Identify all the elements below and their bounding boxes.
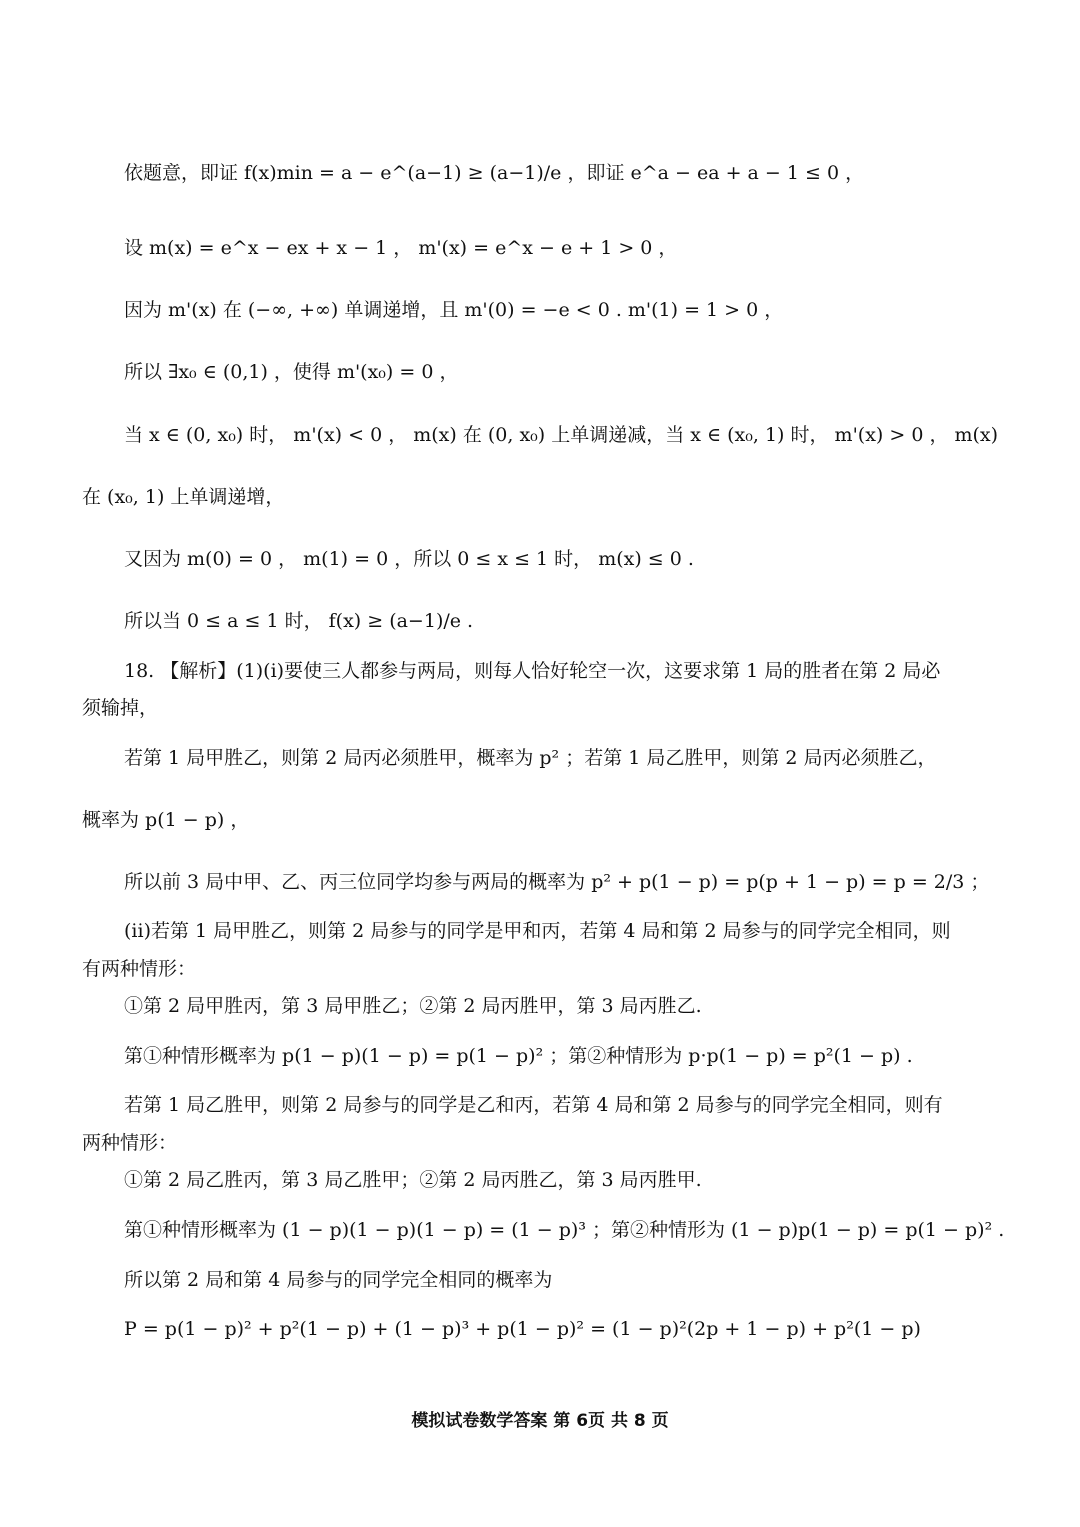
- text-line: (ii)若第 1 局甲胜乙，则第 2 局参与的同学是甲和丙，若第 4 局和第 2 局参与的同学完全相同，则: [124, 920, 951, 942]
- text-line: 所以当 0 ≤ a ≤ 1 时， f(x) ≥ (a−1)/e .: [124, 610, 474, 632]
- text-line: 设 m(x) = e^x − ex + x − 1 ， m'(x) = e^x − e + 1 > 0 ，: [124, 237, 678, 259]
- text-line: 依题意，即证 f(x)min = a − e^(a−1) ≥ (a−1)/e ，即证 e^a − ea + a − 1 ≤ 0 ，: [124, 162, 865, 184]
- text-line: 因为 m'(x) 在 (−∞, +∞) 单调递增，且 m'(0) = −e < 0 . m'(1) = 1 > 0 ，: [124, 299, 784, 321]
- text-line: ①第 2 局甲胜丙，第 3 局甲胜乙；②第 2 局丙胜甲，第 3 局丙胜乙.: [124, 995, 702, 1017]
- text-line: 第①种情形概率为 (1 − p)(1 − p)(1 − p) = (1 − p)³ ；第②种情形为 (1 − p)p(1 − p) = p(1 − p)² .: [124, 1219, 1005, 1241]
- text-line: 概率为 p(1 − p) ，: [82, 809, 250, 831]
- text-line: 两种情形：: [82, 1132, 178, 1154]
- text-line: 所以前 3 局中甲、乙、丙三位同学均参与两局的概率为 p² + p(1 − p) = p(p + 1 − p) = p = 2/3 ；: [124, 871, 990, 893]
- text-line: 18. 【解析】(1)(i)要使三人都参与两局，则每人恰好轮空一次，这要求第 1 局的胜者在第 2 局必: [124, 660, 941, 682]
- text-line: 有两种情形：: [82, 958, 197, 980]
- text-line: 所以 ∃x₀ ∈ (0,1) ，使得 m'(x₀) = 0 ，: [124, 361, 459, 383]
- text-line: 当 x ∈ (0, x₀) 时， m'(x) < 0 ， m(x) 在 (0, x₀) 上单调递减，当 x ∈ (x₀, 1) 时， m'(x) > 0 ， m(x): [124, 424, 999, 446]
- text-line: ①第 2 局乙胜丙，第 3 局乙胜甲；②第 2 局丙胜乙，第 3 局丙胜甲.: [124, 1169, 702, 1191]
- text-line: 须输掉，: [82, 697, 159, 719]
- page-footer: 模拟试卷数学答案 第 6页 共 8 页: [411, 1411, 669, 1431]
- text-line: P = p(1 − p)² + p²(1 − p) + (1 − p)³ + p(1 − p)² = (1 − p)²(2p + 1 − p) + p²(1 − p): [124, 1318, 921, 1340]
- text-line: 第①种情形概率为 p(1 − p)(1 − p) = p(1 − p)² ；第②种情形为 p·p(1 − p) = p²(1 − p) .: [124, 1045, 913, 1067]
- text-line: 若第 1 局甲胜乙，则第 2 局丙必须胜甲，概率为 p² ；若第 1 局乙胜甲，则第 2 局丙必须胜乙，: [124, 747, 937, 769]
- text-line: 若第 1 局乙胜甲，则第 2 局参与的同学是乙和丙，若第 4 局和第 2 局参与的同学完全相同，则有: [124, 1094, 943, 1116]
- text-line: 在 (x₀, 1) 上单调递增，: [82, 486, 285, 508]
- text-line: 又因为 m(0) = 0 ， m(1) = 0 ，所以 0 ≤ x ≤ 1 时， m(x) ≤ 0 .: [124, 548, 694, 570]
- text-line: 所以第 2 局和第 4 局参与的同学完全相同的概率为: [124, 1269, 553, 1291]
